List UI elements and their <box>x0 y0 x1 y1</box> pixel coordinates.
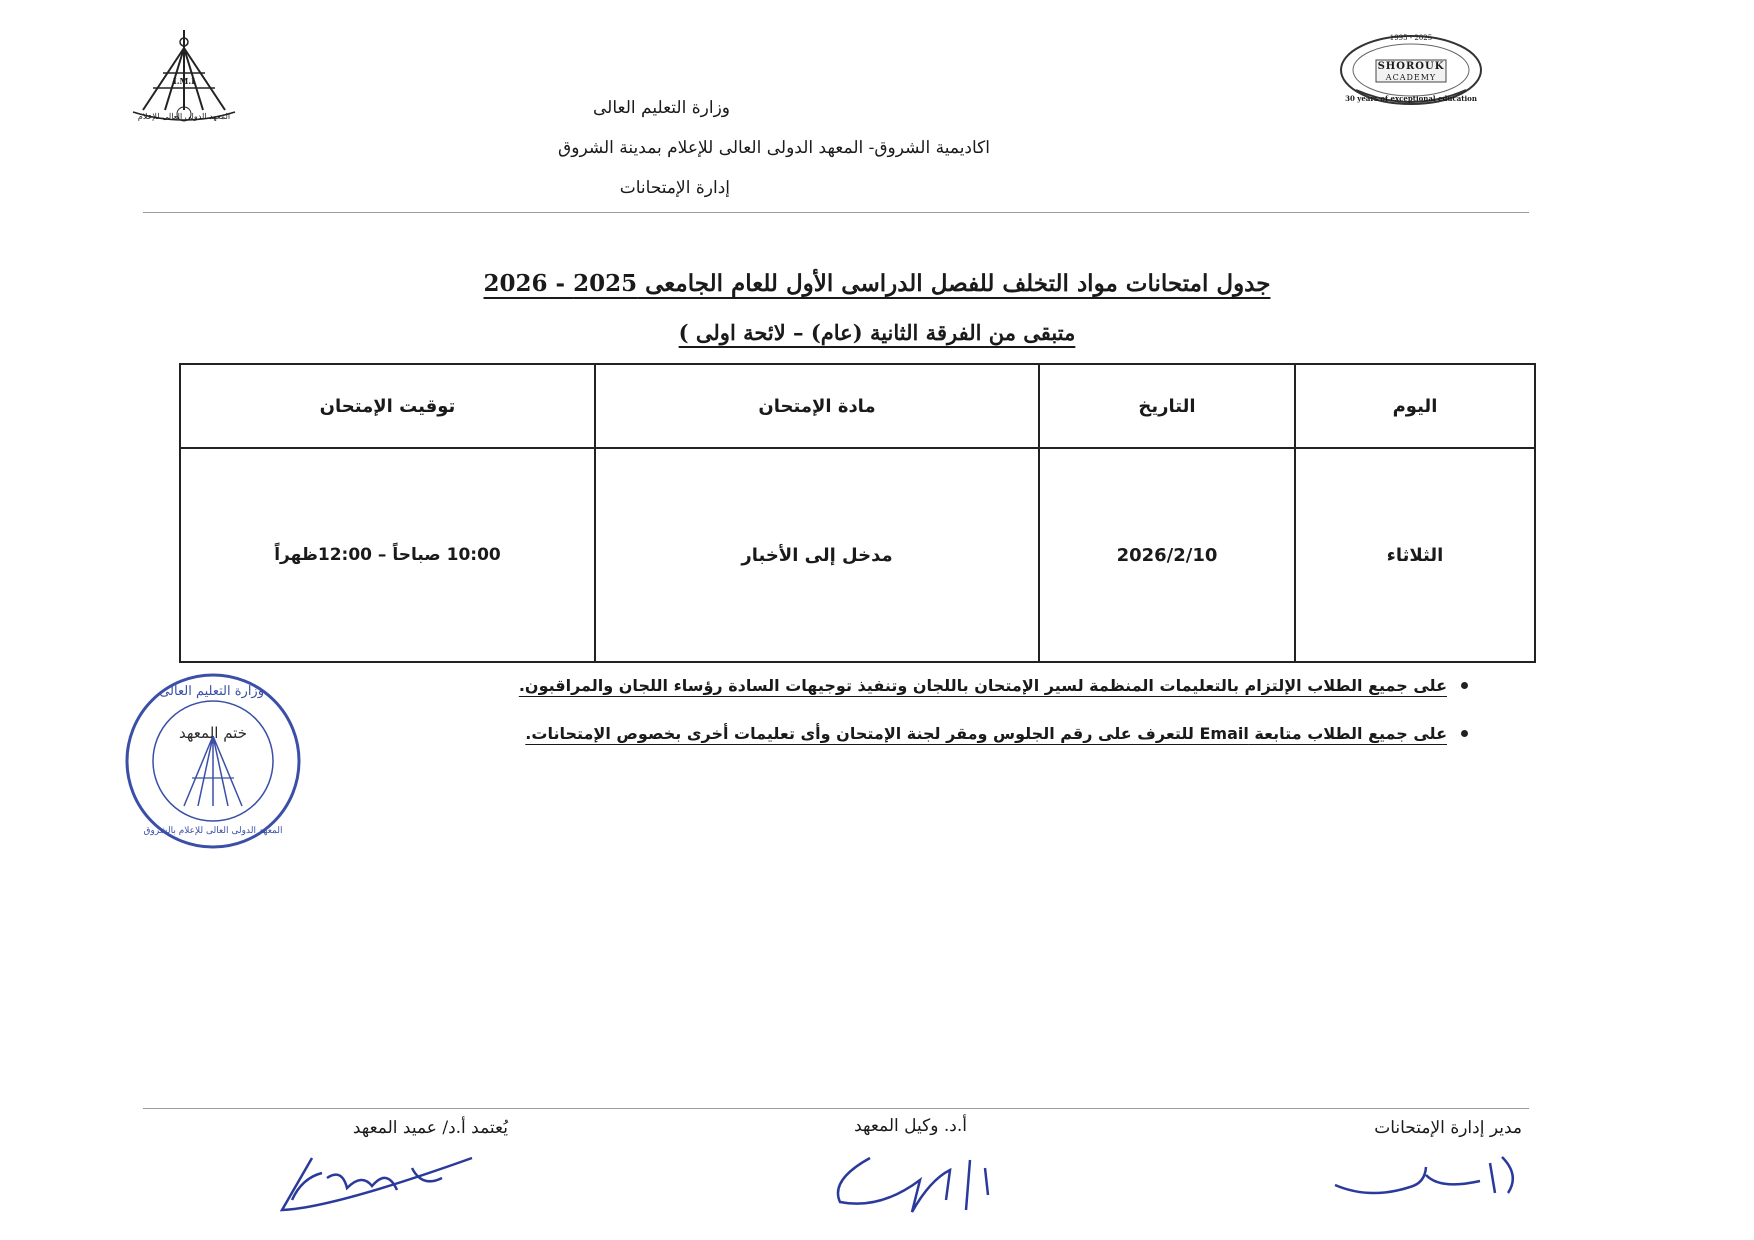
instructions-list <box>519 661 1468 757</box>
header-time: توقيت الإمتحان <box>180 364 595 448</box>
stamp-center-text: ختم المعهد <box>179 724 247 742</box>
institute-stamp <box>122 666 304 856</box>
stamp-bottom-text: المعهد الدولى العالى للإعلام بالشروق <box>143 826 283 836</box>
department-name: إدارة الإمتحانات <box>619 178 730 198</box>
imi-logo-text: المعهد الدولى العالى للإعلام <box>137 112 231 121</box>
list-item <box>519 709 1468 757</box>
schedule-subtitle-text: متبقى من الفرقة الثانية (عام) – لائحة اولى ) <box>678 320 1076 345</box>
academy-name-line1: SHOROUK <box>1377 61 1445 72</box>
stamp-ring-text: وزارة التعليم العالى <box>159 684 264 699</box>
schedule-subtitle <box>0 320 1754 345</box>
academy-name: اكاديمية الشروق- المعهد الدولى العالى للإعلام بمدينة الشروق <box>558 138 990 158</box>
exams-manager-signature-icon <box>1330 1145 1530 1205</box>
header-divider <box>143 212 1529 213</box>
footer-divider <box>143 1108 1529 1109</box>
academy-name-line2: ACADEMY <box>1385 73 1437 82</box>
shorouk-logo <box>1336 30 1486 108</box>
exams-manager-title: مدير إدارة الإمتحانات <box>1374 1118 1522 1138</box>
vice-dean-title: أ.د. وكيل المعهد <box>854 1116 967 1136</box>
table-header-row <box>180 364 1535 448</box>
header-date: التاريخ <box>1039 364 1295 448</box>
exam-table <box>179 363 1536 663</box>
schedule-title-text: جدول امتحانات مواد التخلف للفصل الدراسى الأول للعام الجامعى 2025 - 2026 <box>483 270 1271 297</box>
cell-day: الثلاثاء <box>1295 448 1535 662</box>
cell-date: 2026/2/10 <box>1039 448 1295 662</box>
vice-dean-signature-icon <box>820 1140 1010 1220</box>
schedule-title <box>0 270 1754 297</box>
bullet-icon <box>1461 682 1468 689</box>
list-item <box>519 661 1468 709</box>
dean-title: يُعتمد أ.د/ عميد المعهد <box>352 1118 508 1138</box>
academy-tagline: 30 years of exceptional education <box>1345 94 1477 103</box>
note-text: على جميع الطلاب متابعة Email للتعرف على رقم الجلوس ومقر لجنة الإمتحان وأى تعليمات أخرى بخصوص الإمتحانات. <box>525 723 1447 743</box>
bullet-icon <box>1461 730 1468 737</box>
header-subject: مادة الإمتحان <box>595 364 1039 448</box>
imi-abbr: I.M.I <box>173 76 195 86</box>
table-row <box>180 448 1535 662</box>
cell-time: 10:00 صباحاً – 12:00ظهراً <box>180 448 595 662</box>
ministry-name: وزارة التعليم العالى <box>592 98 730 118</box>
cell-subject: مدخل إلى الأخبار <box>595 448 1039 662</box>
header-day: اليوم <box>1295 364 1535 448</box>
dean-signature-icon <box>272 1138 482 1218</box>
note-text: على جميع الطلاب الإلتزام بالتعليمات المنظمة لسير الإمتحان باللجان وتنفيذ توجيهات السادة رؤساء اللجان والمراقبون. <box>518 675 1447 695</box>
imi-logo <box>125 28 243 128</box>
academy-years: 1995 - 2025 <box>1389 34 1433 42</box>
